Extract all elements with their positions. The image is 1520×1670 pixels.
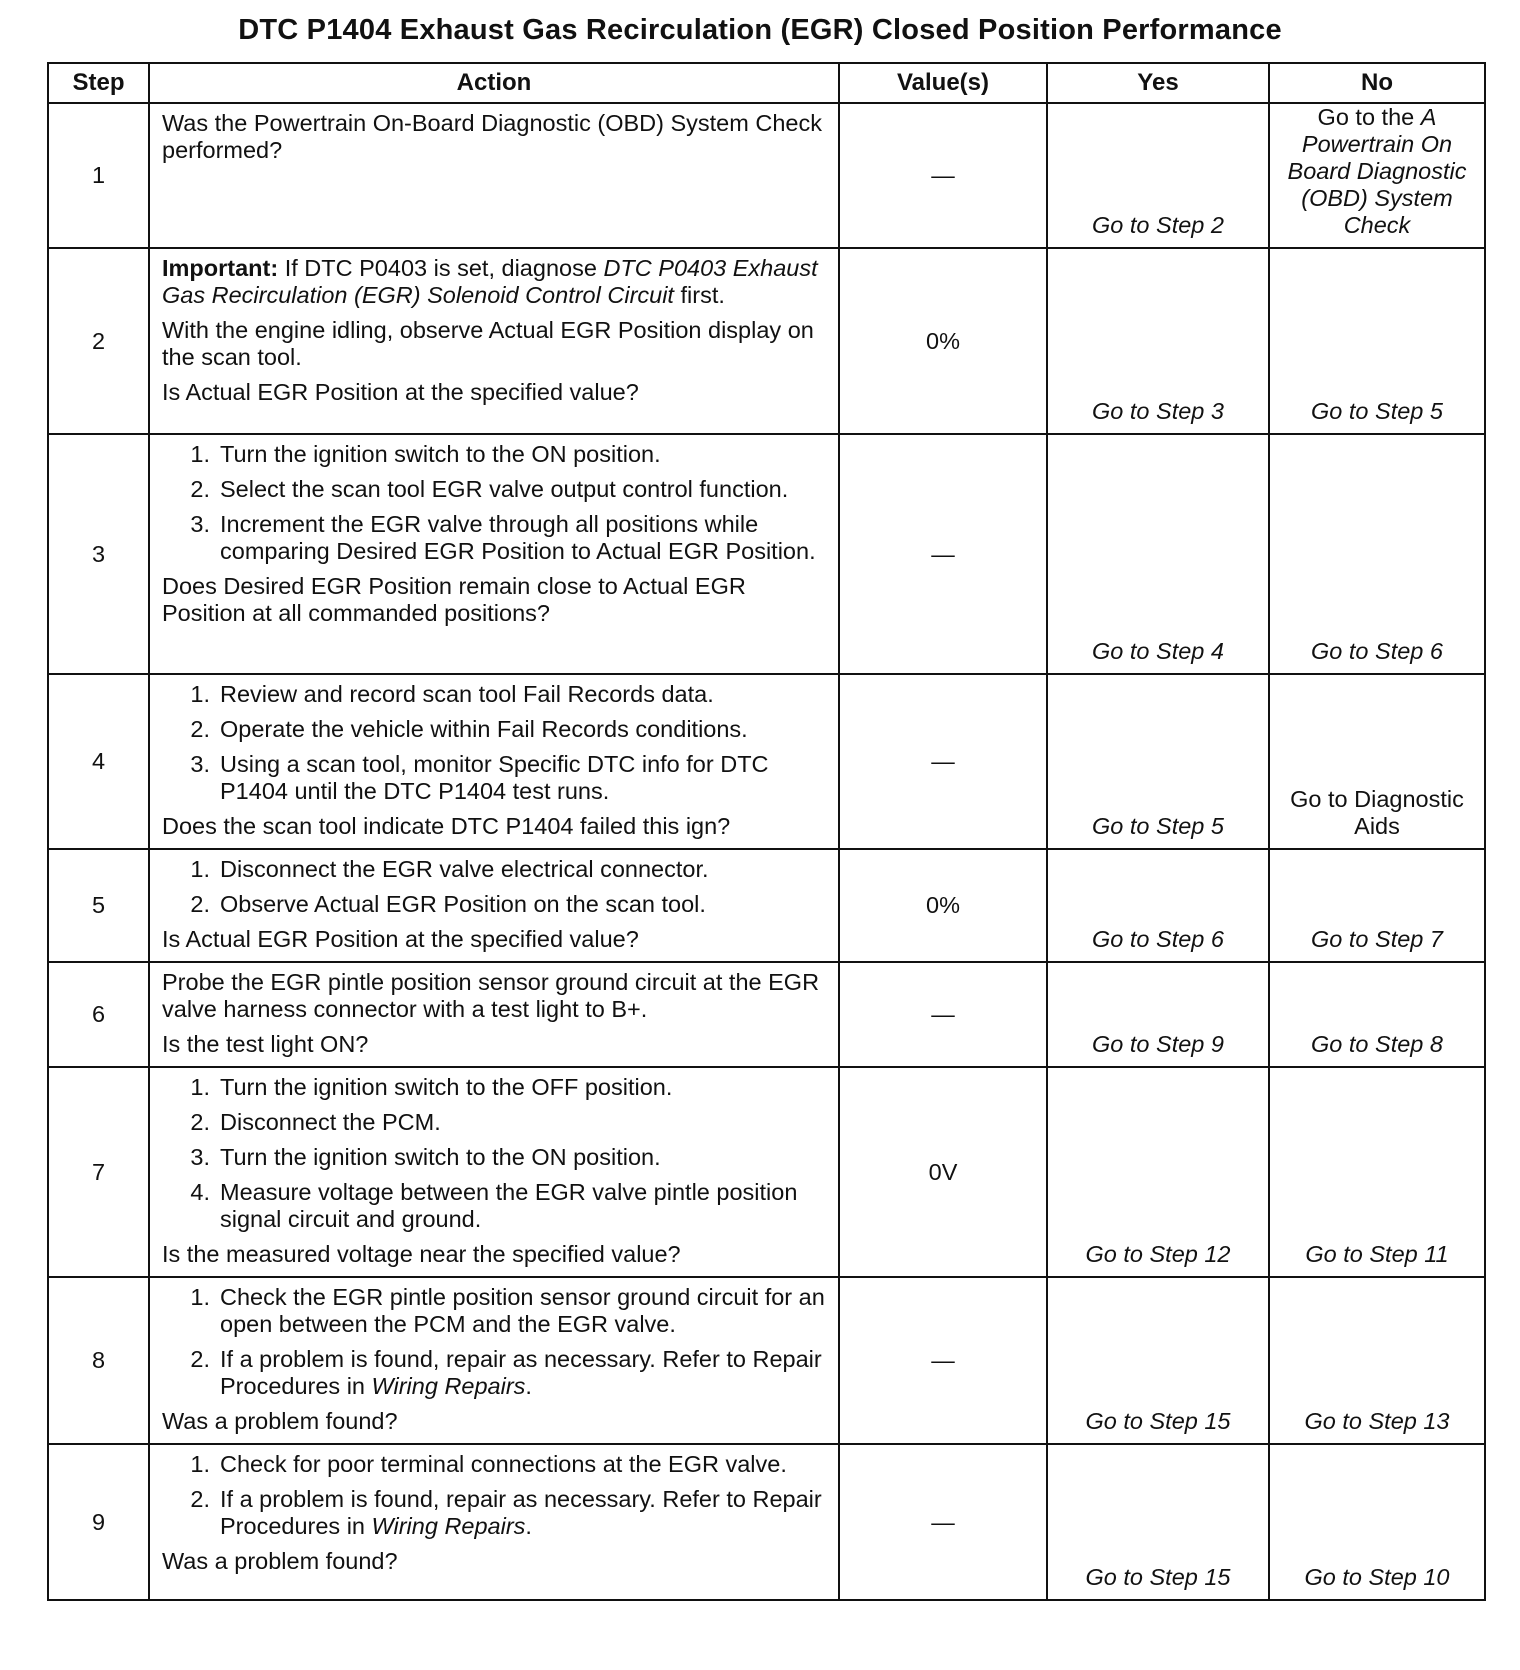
action-paragraph [162, 1548, 828, 1575]
text-run: Check for poor terminal connections at the EGR valve. [220, 1451, 787, 1477]
table-row [48, 1277, 1485, 1444]
step-number: 1 [48, 103, 149, 248]
text-run: Probe the EGR pintle position sensor ground circuit at the EGR valve harness connector with a test light to B+. [162, 969, 820, 1022]
action-paragraph [162, 969, 828, 1023]
table-row [48, 849, 1485, 962]
action-list-item [162, 476, 828, 503]
text-run: Observe Actual EGR Position on the scan tool. [220, 891, 706, 917]
action-paragraph [162, 110, 828, 164]
yes-action: Go to Step 12 [1047, 1067, 1269, 1277]
text-run: Go to the [1317, 104, 1421, 130]
no-action [1269, 1067, 1485, 1277]
action-paragraph [162, 317, 828, 371]
list-item-text [220, 476, 828, 503]
yes-action: Go to Step 15 [1047, 1444, 1269, 1600]
action-list-item [162, 1451, 828, 1478]
action-list-item [162, 1284, 828, 1338]
text-run: If DTC P0403 is set, diagnose [278, 255, 604, 281]
action-paragraph [162, 926, 828, 953]
text-run: Wiring Repairs [371, 1373, 526, 1399]
text-run: Disconnect the EGR valve electrical connector. [220, 856, 709, 882]
list-item-text [220, 891, 828, 918]
list-number: 2. [190, 1346, 210, 1372]
text-run: first. [673, 282, 725, 308]
action-list-item [162, 1074, 828, 1101]
table-row [48, 674, 1485, 849]
action-list-item [162, 1144, 828, 1171]
action-column-header: Action [149, 63, 839, 103]
list-number: 2. [190, 1109, 210, 1135]
list-item-text [220, 751, 828, 805]
action-cell [149, 674, 839, 849]
action-cell [149, 962, 839, 1067]
list-number: 2. [190, 1486, 210, 1512]
text-run: Measure voltage between the EGR valve pintle position signal circuit and ground. [220, 1179, 798, 1232]
action-cell [149, 434, 839, 674]
list-number: 2. [190, 476, 210, 502]
text-run: Go to Step 6 [1311, 638, 1443, 664]
list-number: 2. [190, 891, 210, 917]
list-item-text [220, 1074, 828, 1101]
text-run: Review and record scan tool Fail Records data. [220, 681, 714, 707]
text-run: Go to Step 7 [1311, 926, 1443, 952]
action-cell [149, 1444, 839, 1600]
action-paragraph [162, 1408, 828, 1435]
action-list-item [162, 1109, 828, 1136]
step-number: 9 [48, 1444, 149, 1600]
list-item-text [220, 716, 828, 743]
list-item-text [220, 1486, 828, 1540]
yes-action: Go to Step 6 [1047, 849, 1269, 962]
no-action [1269, 962, 1485, 1067]
list-item-text [220, 511, 828, 565]
step-number: 7 [48, 1067, 149, 1277]
list-number: 1. [190, 681, 210, 707]
action-paragraph [162, 1031, 828, 1058]
text-run: Select the scan tool EGR valve output control function. [220, 476, 789, 502]
table-row [48, 103, 1485, 248]
text-run: Turn the ignition switch to the ON position. [220, 1144, 661, 1170]
diagnostic-table [47, 62, 1486, 1601]
page-title: DTC P1404 Exhaust Gas Recirculation (EGR) Closed Position Performance [238, 14, 1282, 46]
step-number: 5 [48, 849, 149, 962]
step-number: 6 [48, 962, 149, 1067]
action-cell [149, 849, 839, 962]
list-number: 2. [190, 716, 210, 742]
yes-action: Go to Step 5 [1047, 674, 1269, 849]
no-column-header: No [1269, 63, 1485, 103]
action-list-item [162, 891, 828, 918]
list-item-text [220, 1346, 828, 1400]
yes-action: Go to Step 3 [1047, 248, 1269, 434]
list-number: 1. [190, 856, 210, 882]
value-cell: — [839, 103, 1047, 248]
text-run: Is Actual EGR Position at the specified value? [162, 926, 639, 952]
list-item-text [220, 1144, 828, 1171]
list-item-text [220, 1109, 828, 1136]
action-paragraph [162, 1241, 828, 1268]
text-run: Does Desired EGR Position remain close to Actual EGR Position at all commanded positions? [162, 573, 746, 626]
yes-column-header: Yes [1047, 63, 1269, 103]
list-number: 3. [190, 751, 210, 777]
text-run: Using a scan tool, monitor Specific DTC info for DTC P1404 until the DTC P1404 test runs. [220, 751, 769, 804]
text-run: If a problem is found, repair as necessary. Refer to Repair Procedures in [220, 1486, 822, 1539]
no-action [1269, 1444, 1485, 1600]
text-run: A Powertrain On Board Diagnostic (OBD) System Check [1287, 104, 1467, 238]
table-row [48, 1067, 1485, 1277]
text-run: Disconnect the PCM. [220, 1109, 441, 1135]
action-cell [149, 1277, 839, 1444]
action-list-item [162, 441, 828, 468]
action-paragraph [162, 573, 828, 627]
text-run: Go to Step 13 [1304, 1408, 1450, 1434]
action-list-item [162, 511, 828, 565]
table-row [48, 248, 1485, 434]
step-column-header: Step [48, 63, 149, 103]
text-run: Is Actual EGR Position at the specified value? [162, 379, 639, 405]
value-cell: 0% [839, 248, 1047, 434]
step-number: 8 [48, 1277, 149, 1444]
value-cell: — [839, 1444, 1047, 1600]
action-list-item [162, 1486, 828, 1540]
value-cell: — [839, 674, 1047, 849]
action-cell [149, 1067, 839, 1277]
text-run: Does the scan tool indicate DTC P1404 failed this ign? [162, 813, 731, 839]
list-item-text [220, 1451, 828, 1478]
yes-action: Go to Step 4 [1047, 434, 1269, 674]
text-run: . [525, 1513, 532, 1539]
text-run: Was a problem found? [162, 1548, 398, 1574]
action-list-item [162, 1179, 828, 1233]
no-action [1269, 248, 1485, 434]
text-run: Go to Step 8 [1311, 1031, 1443, 1057]
text-run: Increment the EGR valve through all positions while comparing Desired EGR Position to Actual EGR Position. [220, 511, 816, 564]
action-list-item [162, 751, 828, 805]
action-list-item [162, 1346, 828, 1400]
header-row [48, 63, 1485, 103]
action-cell [149, 103, 839, 248]
text-run: Operate the vehicle within Fail Records conditions. [220, 716, 748, 742]
value-cell: 0% [839, 849, 1047, 962]
no-action [1269, 103, 1485, 248]
list-number: 1. [190, 1074, 210, 1100]
table-row [48, 962, 1485, 1067]
table-row [48, 1444, 1485, 1600]
table-body [48, 103, 1485, 1600]
text-run: If a problem is found, repair as necessary. Refer to Repair Procedures in [220, 1346, 822, 1399]
action-paragraph [162, 255, 828, 309]
list-number: 3. [190, 1144, 210, 1170]
no-action [1269, 849, 1485, 962]
text-run: Check the EGR pintle position sensor ground circuit for an open between the PCM and the EGR valve. [220, 1284, 825, 1337]
text-run: Turn the ignition switch to the OFF position. [220, 1074, 673, 1100]
list-number: 1. [190, 1284, 210, 1310]
list-number: 1. [190, 441, 210, 467]
text-run: Wiring Repairs [371, 1513, 526, 1539]
value-cell: — [839, 1277, 1047, 1444]
action-paragraph [162, 379, 828, 406]
step-number: 2 [48, 248, 149, 434]
step-number: 4 [48, 674, 149, 849]
text-run: Was the Powertrain On-Board Diagnostic (OBD) System Check performed? [162, 110, 822, 163]
action-paragraph [162, 813, 828, 840]
list-number: 3. [190, 511, 210, 537]
text-run: Is the measured voltage near the specified value? [162, 1241, 681, 1267]
yes-action: Go to Step 2 [1047, 103, 1269, 248]
no-action [1269, 434, 1485, 674]
list-item-text [220, 441, 828, 468]
text-run: Go to Step 5 [1311, 398, 1443, 424]
text-run: Is the test light ON? [162, 1031, 369, 1057]
text-run: With the engine idling, observe Actual EGR Position display on the scan tool. [162, 317, 814, 370]
text-run: Important: [162, 255, 279, 281]
yes-action: Go to Step 9 [1047, 962, 1269, 1067]
list-number: 4. [190, 1179, 210, 1205]
text-run: . [525, 1373, 532, 1399]
text-run: Go to Diagnostic Aids [1290, 786, 1464, 839]
action-list-item [162, 681, 828, 708]
value-cell: 0V [839, 1067, 1047, 1277]
values-column-header: Value(s) [839, 63, 1047, 103]
list-number: 1. [190, 1451, 210, 1477]
list-item-text [220, 1284, 828, 1338]
action-list-item [162, 716, 828, 743]
text-run: Go to Step 11 [1305, 1241, 1449, 1267]
step-number: 3 [48, 434, 149, 674]
list-item-text [220, 681, 828, 708]
table-row [48, 434, 1485, 674]
text-run: DTC P0403 Exhaust Gas Recirculation (EGR) Solenoid Control Circuit [162, 255, 818, 308]
action-list-item [162, 856, 828, 883]
list-item-text [220, 856, 828, 883]
text-run: Was a problem found? [162, 1408, 398, 1434]
no-action [1269, 674, 1485, 849]
list-item-text [220, 1179, 828, 1233]
yes-action: Go to Step 15 [1047, 1277, 1269, 1444]
value-cell: — [839, 434, 1047, 674]
no-action [1269, 1277, 1485, 1444]
text-run: Go to Step 10 [1304, 1564, 1450, 1590]
action-cell [149, 248, 839, 434]
text-run: Turn the ignition switch to the ON position. [220, 441, 661, 467]
value-cell: — [839, 962, 1047, 1067]
